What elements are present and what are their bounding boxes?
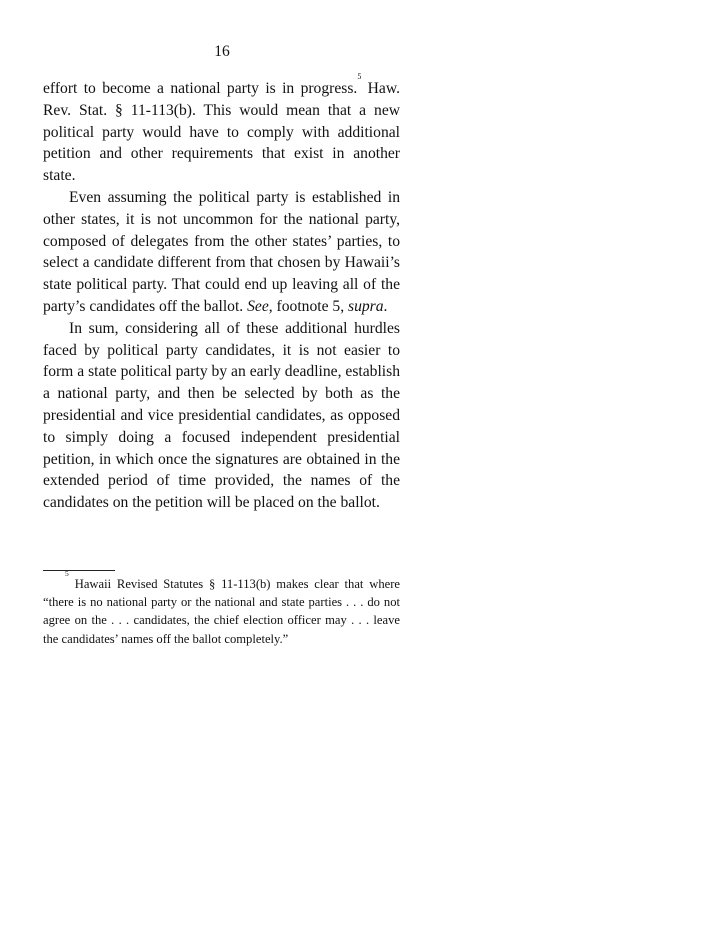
see-signal: See — [247, 297, 269, 315]
paragraph-2-end: . — [383, 297, 388, 315]
footnote-separator — [43, 570, 115, 571]
paragraph-1 — [43, 72, 401, 187]
footnote — [43, 569, 400, 648]
paragraph-2 — [43, 187, 400, 318]
body-text — [43, 72, 401, 514]
footnote-number: 5 — [65, 569, 69, 578]
page-number: 16 — [214, 43, 230, 60]
paragraph-3: In sum, considering all of these additional hurdles faced by political party candidates, it is not easier to form a state political party by an early deadline, establish a national party, and then be selected by both as the presidential and vice presidential candidates, as opposed to simply doing a focused independent presidential petition, in which once the signatures are obtained in the extended period of time provided, the names of the candidates on the petition will be placed on the ballot. — [43, 319, 400, 512]
footnote-text: Hawaii Revised Statutes § 11-113(b) makes clear that where “there is no national party or the national and state parties . . . do not agree on the . . . candidates, the chief election officer may . . . leave the candidates’ names off the ballot completely.” — [43, 577, 400, 646]
supra-signal: supra — [348, 297, 384, 315]
footnote-reference: 5 — [357, 72, 362, 81]
paragraph-2-middle: , footnote 5, — [268, 297, 349, 315]
paragraph-2-text: Even assuming the political party is established in other states, it is not uncommon for the national party, composed of delegates from the other states’ parties, to select a candidate different from that chosen by Hawaii’s state political party. That could end up leaving all of the party’s candidates off the ballot. — [43, 188, 400, 315]
paragraph-1-text: effort to become a national party is in progress. — [43, 80, 358, 97]
paragraph-1-continued: Haw. Rev. Stat. § 11-113(b). This would mean that a new political party would have to comply with additional petition and other requirements that exist in another state. — [43, 80, 401, 185]
